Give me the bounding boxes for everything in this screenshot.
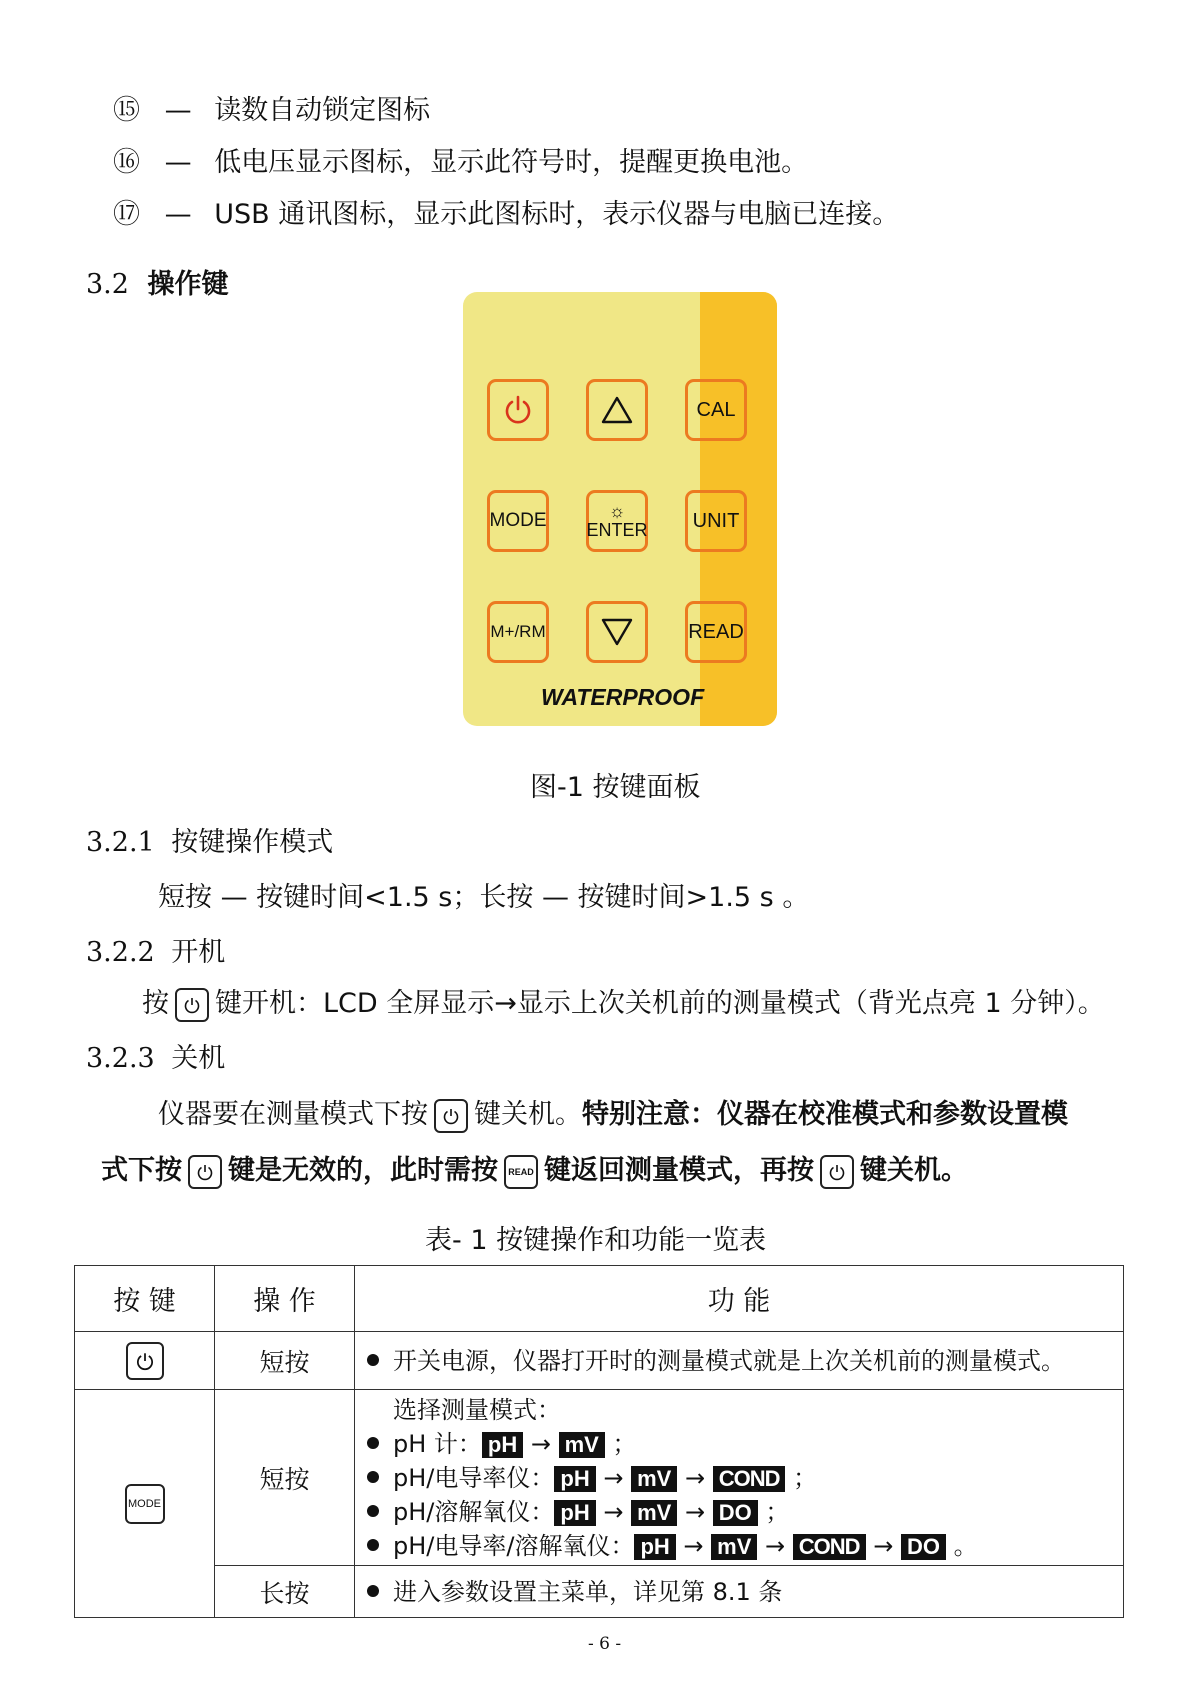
mode-chain-line: pH/溶解氧仪： pH → mV → DO ； <box>367 1495 1123 1529</box>
power-icon <box>126 1342 164 1380</box>
legend-item-17: ⑰ — USB 通讯图标，显示此图标时，表示仪器与电脑已连接。 <box>113 199 900 230</box>
power-key-cell <box>75 1332 215 1390</box>
cal-key[interactable]: CAL <box>685 379 747 441</box>
power-off-line-2: 式下按 键是无效的，此时需按 READ 键返回测量模式，再按 键关机。 <box>101 1148 968 1189</box>
table-row <box>75 1390 1124 1566</box>
page-number: - 6 - <box>588 1634 622 1654</box>
bullet-icon <box>367 1354 379 1366</box>
function-cell: 开关电源，仪器打开时的测量模式就是上次关机前的测量模式。 <box>355 1332 1124 1390</box>
function-cell: 选择测量模式： pH 计： pH → mV ； pH/电导率仪： pH → mV → COND ； pH/溶解氧仪： pH → mV → DO ； pH/电导率/溶解氧仪： pH → mV → COND → DO 。 <box>355 1390 1124 1566</box>
section-heading-3-2-2: 3.2.2 开机 <box>86 937 226 968</box>
mrm-key[interactable]: M+/RM <box>487 601 549 663</box>
bullet-icon <box>367 1539 379 1551</box>
header-function: 功 能 <box>355 1266 1124 1332</box>
function-cell: 进入参数设置主菜单，详见第 8.1 条 <box>355 1566 1124 1618</box>
mode-key[interactable]: MODE <box>487 490 549 552</box>
operation-cell: 短按 <box>215 1390 355 1566</box>
header-key: 按 键 <box>75 1266 215 1332</box>
press-mode-text: 短按 — 按键时间<1.5 s；长按 — 按键时间>1.5 s 。 <box>158 882 810 913</box>
power-on-text: 按 键开机：LCD 全屏显示→显示上次关机前的测量模式（背光点亮 1 分钟）。 <box>142 981 1105 1022</box>
power-icon <box>188 1155 222 1189</box>
down-key[interactable] <box>586 601 648 663</box>
table-caption: 表- 1 按键操作和功能一览表 <box>425 1225 767 1256</box>
power-icon <box>434 1099 468 1133</box>
read-key[interactable]: READ <box>685 601 747 663</box>
operation-cell: 长按 <box>215 1566 355 1618</box>
section-heading-3-2: 3.2 操作键 <box>86 269 229 300</box>
mode-chain-line: pH/电导率/溶解氧仪： pH → mV → COND → DO 。 <box>367 1529 1123 1563</box>
power-key[interactable] <box>487 379 549 441</box>
section-heading-3-2-3: 3.2.3 关机 <box>86 1043 226 1074</box>
table-header-row <box>75 1266 1124 1332</box>
mode-key-cell <box>75 1390 215 1618</box>
bullet-icon <box>367 1471 379 1483</box>
backlight-icon: ☼ <box>608 501 626 521</box>
header-operation: 操 作 <box>215 1266 355 1332</box>
key-function-table <box>74 1265 1124 1618</box>
power-icon <box>820 1155 854 1189</box>
legend-item-15: ⑮ — 读数自动锁定图标 <box>113 95 431 126</box>
table-row <box>75 1332 1124 1390</box>
triangle-up-icon <box>600 395 634 425</box>
mode-chain-line: pH 计： pH → mV ； <box>367 1427 1123 1461</box>
keypad-panel <box>463 292 777 726</box>
power-off-line-1: 仪器要在测量模式下按 键关机。特别注意：仪器在校准模式和参数设置模 <box>158 1092 1068 1133</box>
power-icon <box>175 988 209 1022</box>
enter-key[interactable]: ☼ ENTER <box>586 490 648 552</box>
bullet-icon <box>367 1505 379 1517</box>
mode-chain-line: pH/电导率仪： pH → mV → COND ； <box>367 1461 1123 1495</box>
section-heading-3-2-1: 3.2.1 按键操作模式 <box>86 827 334 858</box>
read-key-icon: READ <box>504 1155 538 1189</box>
table-row <box>75 1566 1124 1618</box>
unit-key[interactable]: UNIT <box>685 490 747 552</box>
bullet-icon <box>367 1585 379 1597</box>
mode-key-icon: MODE <box>125 1484 165 1524</box>
legend-item-16: ⑯ — 低电压显示图标，显示此符号时，提醒更换电池。 <box>113 147 809 178</box>
triangle-down-icon <box>600 617 634 647</box>
up-key[interactable] <box>586 379 648 441</box>
power-icon <box>501 393 535 427</box>
waterproof-label: WATERPROOF <box>541 684 705 710</box>
bullet-icon <box>367 1437 379 1449</box>
figure-caption: 图-1 按键面板 <box>530 772 701 803</box>
operation-cell: 短按 <box>215 1332 355 1390</box>
